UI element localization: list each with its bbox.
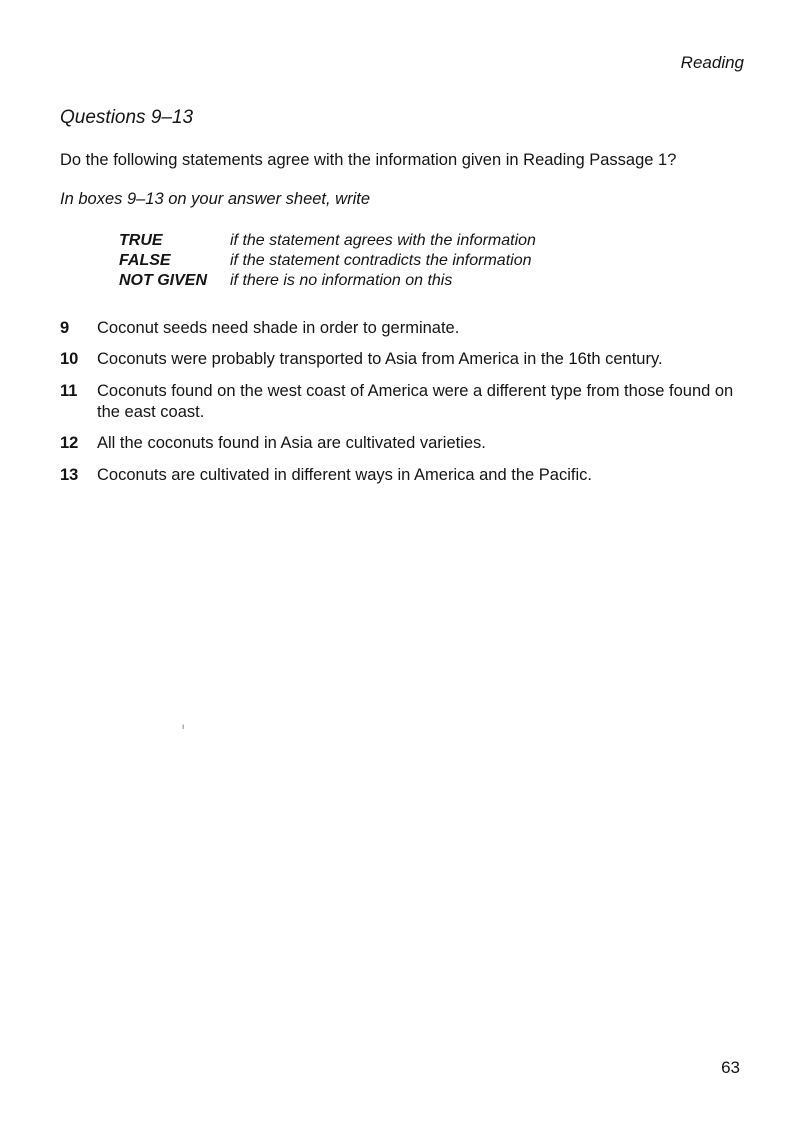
statement-text: Coconut seeds need shade in order to germinate. xyxy=(97,319,460,337)
statement-item xyxy=(60,349,740,370)
statement-text: All the coconuts found in Asia are cultivated varieties. xyxy=(97,434,486,452)
instruction-text: Do the following statements agree with the information given in Reading Passage 1? xyxy=(60,151,677,169)
answer-instruction: In boxes 9–13 on your answer sheet, write xyxy=(60,190,371,208)
answer-key-meaning: if there is no information on this xyxy=(230,272,453,289)
stray-mark: ı xyxy=(182,722,185,731)
answer-key-row-true xyxy=(119,231,536,251)
questions-heading: Questions 9–13 xyxy=(60,107,194,128)
section-header: Reading xyxy=(680,53,744,72)
statement-list xyxy=(60,318,740,486)
answer-key-meaning: if the statement contradicts the information xyxy=(230,252,532,269)
answer-key-row-false xyxy=(119,251,536,271)
statement-text: Coconuts were probably transported to Asia from America in the 16th century. xyxy=(97,350,663,368)
answer-key-term: FALSE xyxy=(119,252,171,269)
answer-key xyxy=(119,231,536,291)
statement-item xyxy=(60,318,740,339)
statement-text: Coconuts found on the west coast of America were a different type from those found on the east coast. xyxy=(97,382,734,421)
statement-text: Coconuts are cultivated in different ways in America and the Pacific. xyxy=(97,466,592,484)
statement-number: 10 xyxy=(60,350,79,368)
statement-item xyxy=(60,465,740,486)
answer-key-meaning: if the statement agrees with the information xyxy=(230,232,536,249)
statement-number: 11 xyxy=(60,382,78,400)
statement-number: 12 xyxy=(60,434,79,452)
statement-item xyxy=(60,433,740,454)
statement-item xyxy=(60,381,740,423)
page-number: 63 xyxy=(721,1058,740,1077)
answer-key-term: NOT GIVEN xyxy=(119,272,208,289)
statement-number: 9 xyxy=(60,319,70,337)
answer-key-term: TRUE xyxy=(119,232,163,249)
statement-number: 13 xyxy=(60,466,79,484)
answer-key-row-not-given xyxy=(119,271,536,291)
